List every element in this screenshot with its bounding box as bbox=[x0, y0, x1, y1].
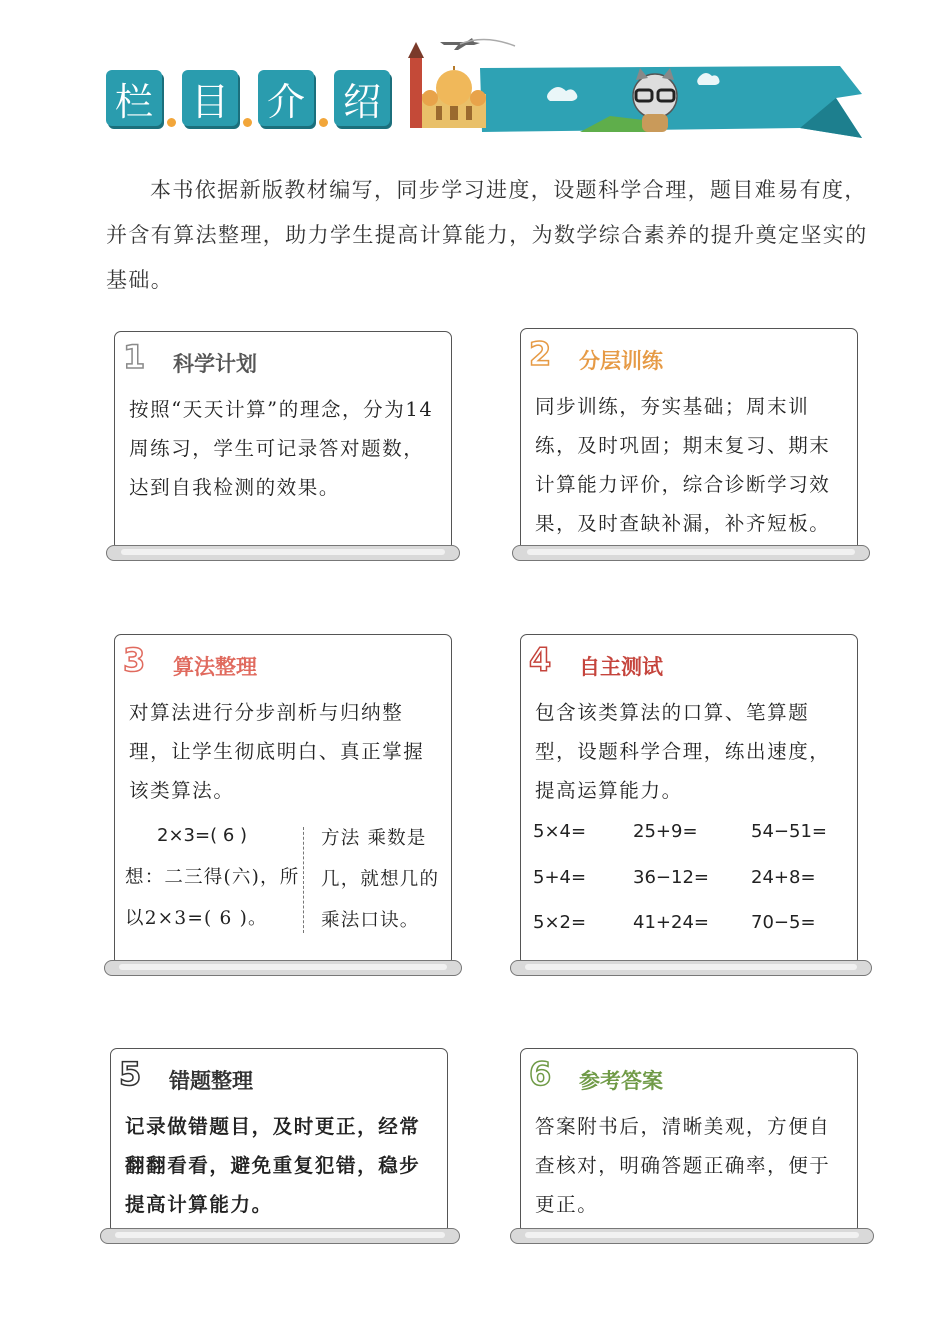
problem: 24+8= bbox=[751, 867, 816, 888]
title-char-4 bbox=[334, 70, 390, 126]
card-number: 6 bbox=[529, 1055, 552, 1093]
card-title: 参考答案 bbox=[579, 1069, 663, 1093]
intro-paragraph: 本书依据新版教材编写，同步学习进度，设题科学合理，题目难易有度，并含有算法整理，助力学生提高计算能力，为数学综合素养的提升奠定坚实的基础。 bbox=[106, 178, 868, 292]
card-number: 5 bbox=[119, 1055, 142, 1093]
explanation-line: 想：二三得(六)，所 bbox=[125, 867, 300, 888]
example-explanation bbox=[125, 857, 299, 939]
card-scroll-roll bbox=[512, 545, 870, 561]
method-line: 方法 乘数是 bbox=[321, 828, 427, 849]
card-header bbox=[111, 1049, 447, 1107]
feature-card-6 bbox=[520, 1048, 858, 1234]
problem: 41+24= bbox=[633, 912, 709, 933]
card-title: 自主测试 bbox=[579, 655, 663, 679]
problem: 5+4= bbox=[533, 867, 587, 888]
card-number: 3 bbox=[123, 641, 146, 679]
title-char-text: 栏 bbox=[114, 79, 153, 124]
card-header bbox=[521, 1049, 857, 1107]
card-number: 1 bbox=[123, 338, 146, 376]
airplane-icon bbox=[440, 38, 515, 50]
example-equation: 2×3=( 6 ) bbox=[157, 825, 248, 846]
card-header bbox=[115, 332, 451, 390]
card-body: 同步训练，夯实基础；周末训练，及时巩固；期末复习、期末计算能力评价，综合诊断学习效果，及时查缺补漏，补齐短板。 bbox=[535, 395, 831, 535]
card-body: 包含该类算法的口算、笔算题型，设题科学合理，练出速度，提高运算能力。 bbox=[535, 701, 831, 802]
title-char-3 bbox=[258, 70, 314, 126]
card-header bbox=[521, 635, 857, 693]
card-body: 答案附书后，清晰美观，方便自查核对，明确答题正确率，便于更正。 bbox=[535, 1115, 831, 1216]
card-header bbox=[521, 329, 857, 387]
title-char-text: 目 bbox=[190, 79, 229, 124]
title-char-text: 绍 bbox=[342, 79, 381, 124]
title-dot bbox=[243, 118, 252, 127]
banner-illustration bbox=[400, 36, 870, 146]
problem: 5×2= bbox=[533, 912, 587, 933]
title-char-1 bbox=[106, 70, 162, 126]
feature-card-4 bbox=[520, 634, 858, 966]
method-tip bbox=[321, 818, 439, 941]
card-scroll-roll bbox=[106, 545, 460, 561]
card-scroll-roll bbox=[100, 1228, 460, 1244]
feature-card-1 bbox=[114, 331, 452, 551]
title-dot bbox=[167, 118, 176, 127]
card-header bbox=[115, 635, 451, 693]
feature-card-5 bbox=[110, 1048, 448, 1234]
dashed-divider bbox=[303, 827, 304, 933]
card-body: 按照“天天计算”的理念，分为14周练习，学生可记录答对题数，达到自我检测的效果。 bbox=[129, 398, 434, 499]
building-icon bbox=[408, 42, 486, 128]
title-dot bbox=[319, 118, 328, 127]
card-title: 算法整理 bbox=[173, 655, 257, 679]
feature-card-3 bbox=[114, 634, 452, 966]
card-body: 记录做错题目，及时更正，经常翻翻看看，避免重复犯错，稳步提高计算能力。 bbox=[125, 1115, 421, 1216]
card-body: 对算法进行分步剖析与归纳整理，让学生彻底明白、真正掌握该类算法。 bbox=[129, 701, 425, 802]
card-title: 分层训练 bbox=[579, 349, 663, 373]
title-char-2 bbox=[182, 70, 238, 126]
method-line: 几，就想几的 bbox=[321, 869, 440, 890]
card-number: 4 bbox=[529, 641, 552, 679]
header-banner bbox=[0, 0, 950, 150]
feature-card-2 bbox=[520, 328, 858, 552]
method-line: 乘法口诀。 bbox=[321, 910, 420, 931]
card-scroll-roll bbox=[510, 1228, 874, 1244]
problem: 70−5= bbox=[751, 912, 816, 933]
card-scroll-roll bbox=[510, 960, 872, 976]
problem: 36−12= bbox=[633, 867, 709, 888]
title-char-text: 介 bbox=[266, 79, 305, 124]
problem: 25+9= bbox=[633, 821, 698, 842]
explanation-line: 以2×3=( 6 )。 bbox=[125, 908, 268, 929]
card-scroll-roll bbox=[104, 960, 462, 976]
problem: 5×4= bbox=[533, 821, 587, 842]
problem: 54−51= bbox=[751, 821, 827, 842]
card-number: 2 bbox=[529, 335, 552, 373]
card-title: 科学计划 bbox=[173, 352, 257, 376]
card-title: 错题整理 bbox=[169, 1069, 253, 1093]
